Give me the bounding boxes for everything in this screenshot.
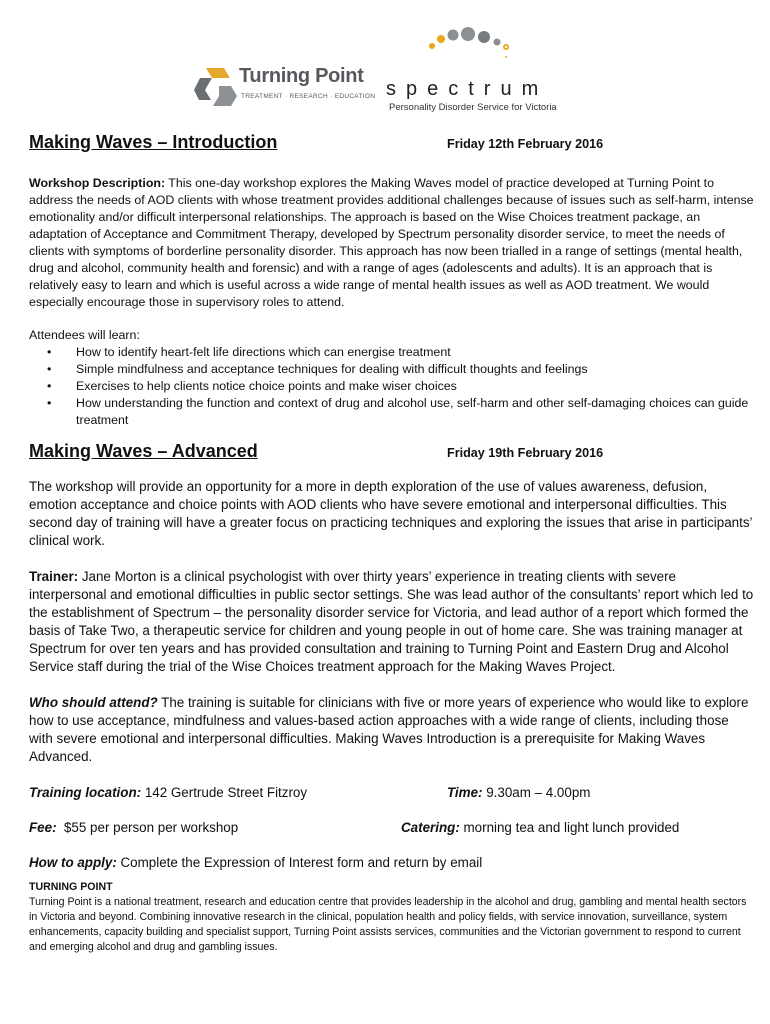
learn-list-item: • How to identify heart-felt life directions which can energise treatment	[47, 344, 754, 361]
how-to-apply-row	[29, 854, 754, 872]
trainer-paragraph	[29, 568, 754, 676]
workshop-description	[29, 175, 754, 311]
who-should-attend-paragraph	[29, 694, 754, 766]
turning-point-name: Turning Point	[239, 65, 364, 87]
fee-catering-row	[29, 819, 754, 837]
fee-value: $55 per person per workshop	[56, 820, 239, 835]
catering	[401, 819, 679, 837]
how-to-apply	[29, 854, 482, 872]
document-body	[29, 134, 754, 955]
advanced-section	[29, 478, 754, 766]
training-time	[447, 784, 590, 802]
about-text: Turning Point is a national treatment, research and education centre that provides leadership in the alcohol and drug, gambling and mental health sectors in Victoria and beyond. Combining innovative research in the clinical, population health and policy fields, with service innovation, surveillance, system enhancements, capacity building and specialist support, Turning Point assists services, communities and the Victorian government to respond to current and emerging alcohol and drug and gambling issues.	[29, 896, 747, 953]
training-time-value: 9.30am – 4.00pm	[482, 785, 591, 800]
advanced-body: The workshop will provide an opportunity for a more in depth exploration of the use of values awareness, defusion, emotion acceptance and choice points with AOD clients who have severe emotional and interpersonal difficulties. This second day of training will have a greater focus on practicing techniques and exploring the issues that arise in participants’ clinical work.	[29, 479, 753, 548]
intro-date: Friday 12th February 2016	[447, 137, 604, 151]
advanced-heading: Making Waves – Advanced	[29, 441, 258, 461]
training-location	[29, 784, 447, 802]
trainer-text: Jane Morton is a clinical psychologist with over thirty years’ experience in treating clients with severe interpersonal and emotional difficulties in public sector settings. She was lead author of the consultants’ report which led to the establishment of Spectrum – the personality disorder service for Victoria, and lead author of a report which formed the basis of Take Two, a therapeutic service for children and young people in out of home care. She was training manager at Spectrum for over ten years and has provided consultation and training to Turning Point and Eastern Drug and Alcohol Service staff during the trial of the Wise Choices treatment approach for the Making Waves Project.	[29, 569, 754, 674]
about-title: TURNING POINT	[29, 881, 113, 893]
workshop-description-label: Workshop Description:	[29, 176, 166, 190]
intro-heading-row	[29, 134, 754, 153]
spectrum-tagline: Personality Disorder Service for Victoria	[389, 102, 557, 113]
learn-list-item: • How understanding the function and context of drug and alcohol use, self-harm and other self-damaging choices can guide treatment	[47, 395, 754, 429]
turning-point-tagline: TREATMENT · RESEARCH · EDUCATION	[241, 93, 376, 100]
spectrum-name: spectrum	[386, 78, 549, 100]
learn-list	[47, 344, 754, 429]
fee-label: Fee:	[29, 820, 57, 835]
trainer-label: Trainer:	[29, 569, 79, 584]
training-location-label: Training location:	[29, 785, 142, 800]
spectrum-dots-icon	[380, 24, 580, 62]
catering-value: morning tea and light lunch provided	[459, 820, 680, 835]
advanced-date: Friday 19th February 2016	[447, 446, 604, 460]
attendees-learn-section	[29, 327, 754, 429]
how-to-apply-label: How to apply:	[29, 855, 117, 870]
intro-heading: Making Waves – Introduction	[29, 132, 278, 152]
turning-point-logo	[193, 62, 383, 110]
how-to-apply-value: Complete the Expression of Interest form and return by email	[116, 855, 483, 870]
training-time-label: Time:	[447, 785, 483, 800]
attendees-learn-intro: Attendees will learn:	[29, 328, 140, 342]
who-should-attend-text: The training is suitable for clinicians with five or more years of experience who would like to explore how to use acceptance, mindfulness and values-based action approaches with a wide range of clients, including those with severe emotional and interpersonal difficulties. Making Waves Introduction is a prerequisite for Making Waves Advanced.	[29, 695, 749, 764]
about-turning-point	[29, 880, 754, 955]
spectrum-logo	[380, 24, 580, 114]
turning-point-mark-icon	[193, 62, 237, 106]
fee	[29, 819, 401, 837]
training-location-value: 142 Gertrude Street Fitzroy	[141, 785, 308, 800]
who-should-attend-label: Who should attend?	[29, 695, 158, 710]
advanced-heading-row	[29, 443, 754, 462]
catering-label: Catering:	[401, 820, 460, 835]
learn-list-item: • Exercises to help clients notice choice points and make wiser choices	[47, 378, 754, 395]
location-time-row	[29, 784, 754, 802]
workshop-description-text: This one-day workshop explores the Making Waves model of practice developed at Turning Point to address the needs of AOD clients with whose treatment provides additional challenges because of issues such as self-harm, intense emotionality and/or difficult interpersonal relationships. The approach is based on the Wise Choices treatment package, an adaptation of Acceptance and Commitment Therapy, developed by Spectrum personality disorder service, to meet the needs of clients with symptoms of borderline personality disorder. This approach has now been trialled in a range of settings (mental health, drug and alcohol, community health and forensic) and with a range of ages (adolescents and adults). It is an approach that is relatively easy to learn and which is useful across a wide range of mental health issues as well as AOD treatment. We would especially encourage those in supervisory roles to attend.	[29, 176, 754, 309]
learn-list-item: • Simple mindfulness and acceptance techniques for dealing with difficult thoughts and feelings	[47, 361, 754, 378]
